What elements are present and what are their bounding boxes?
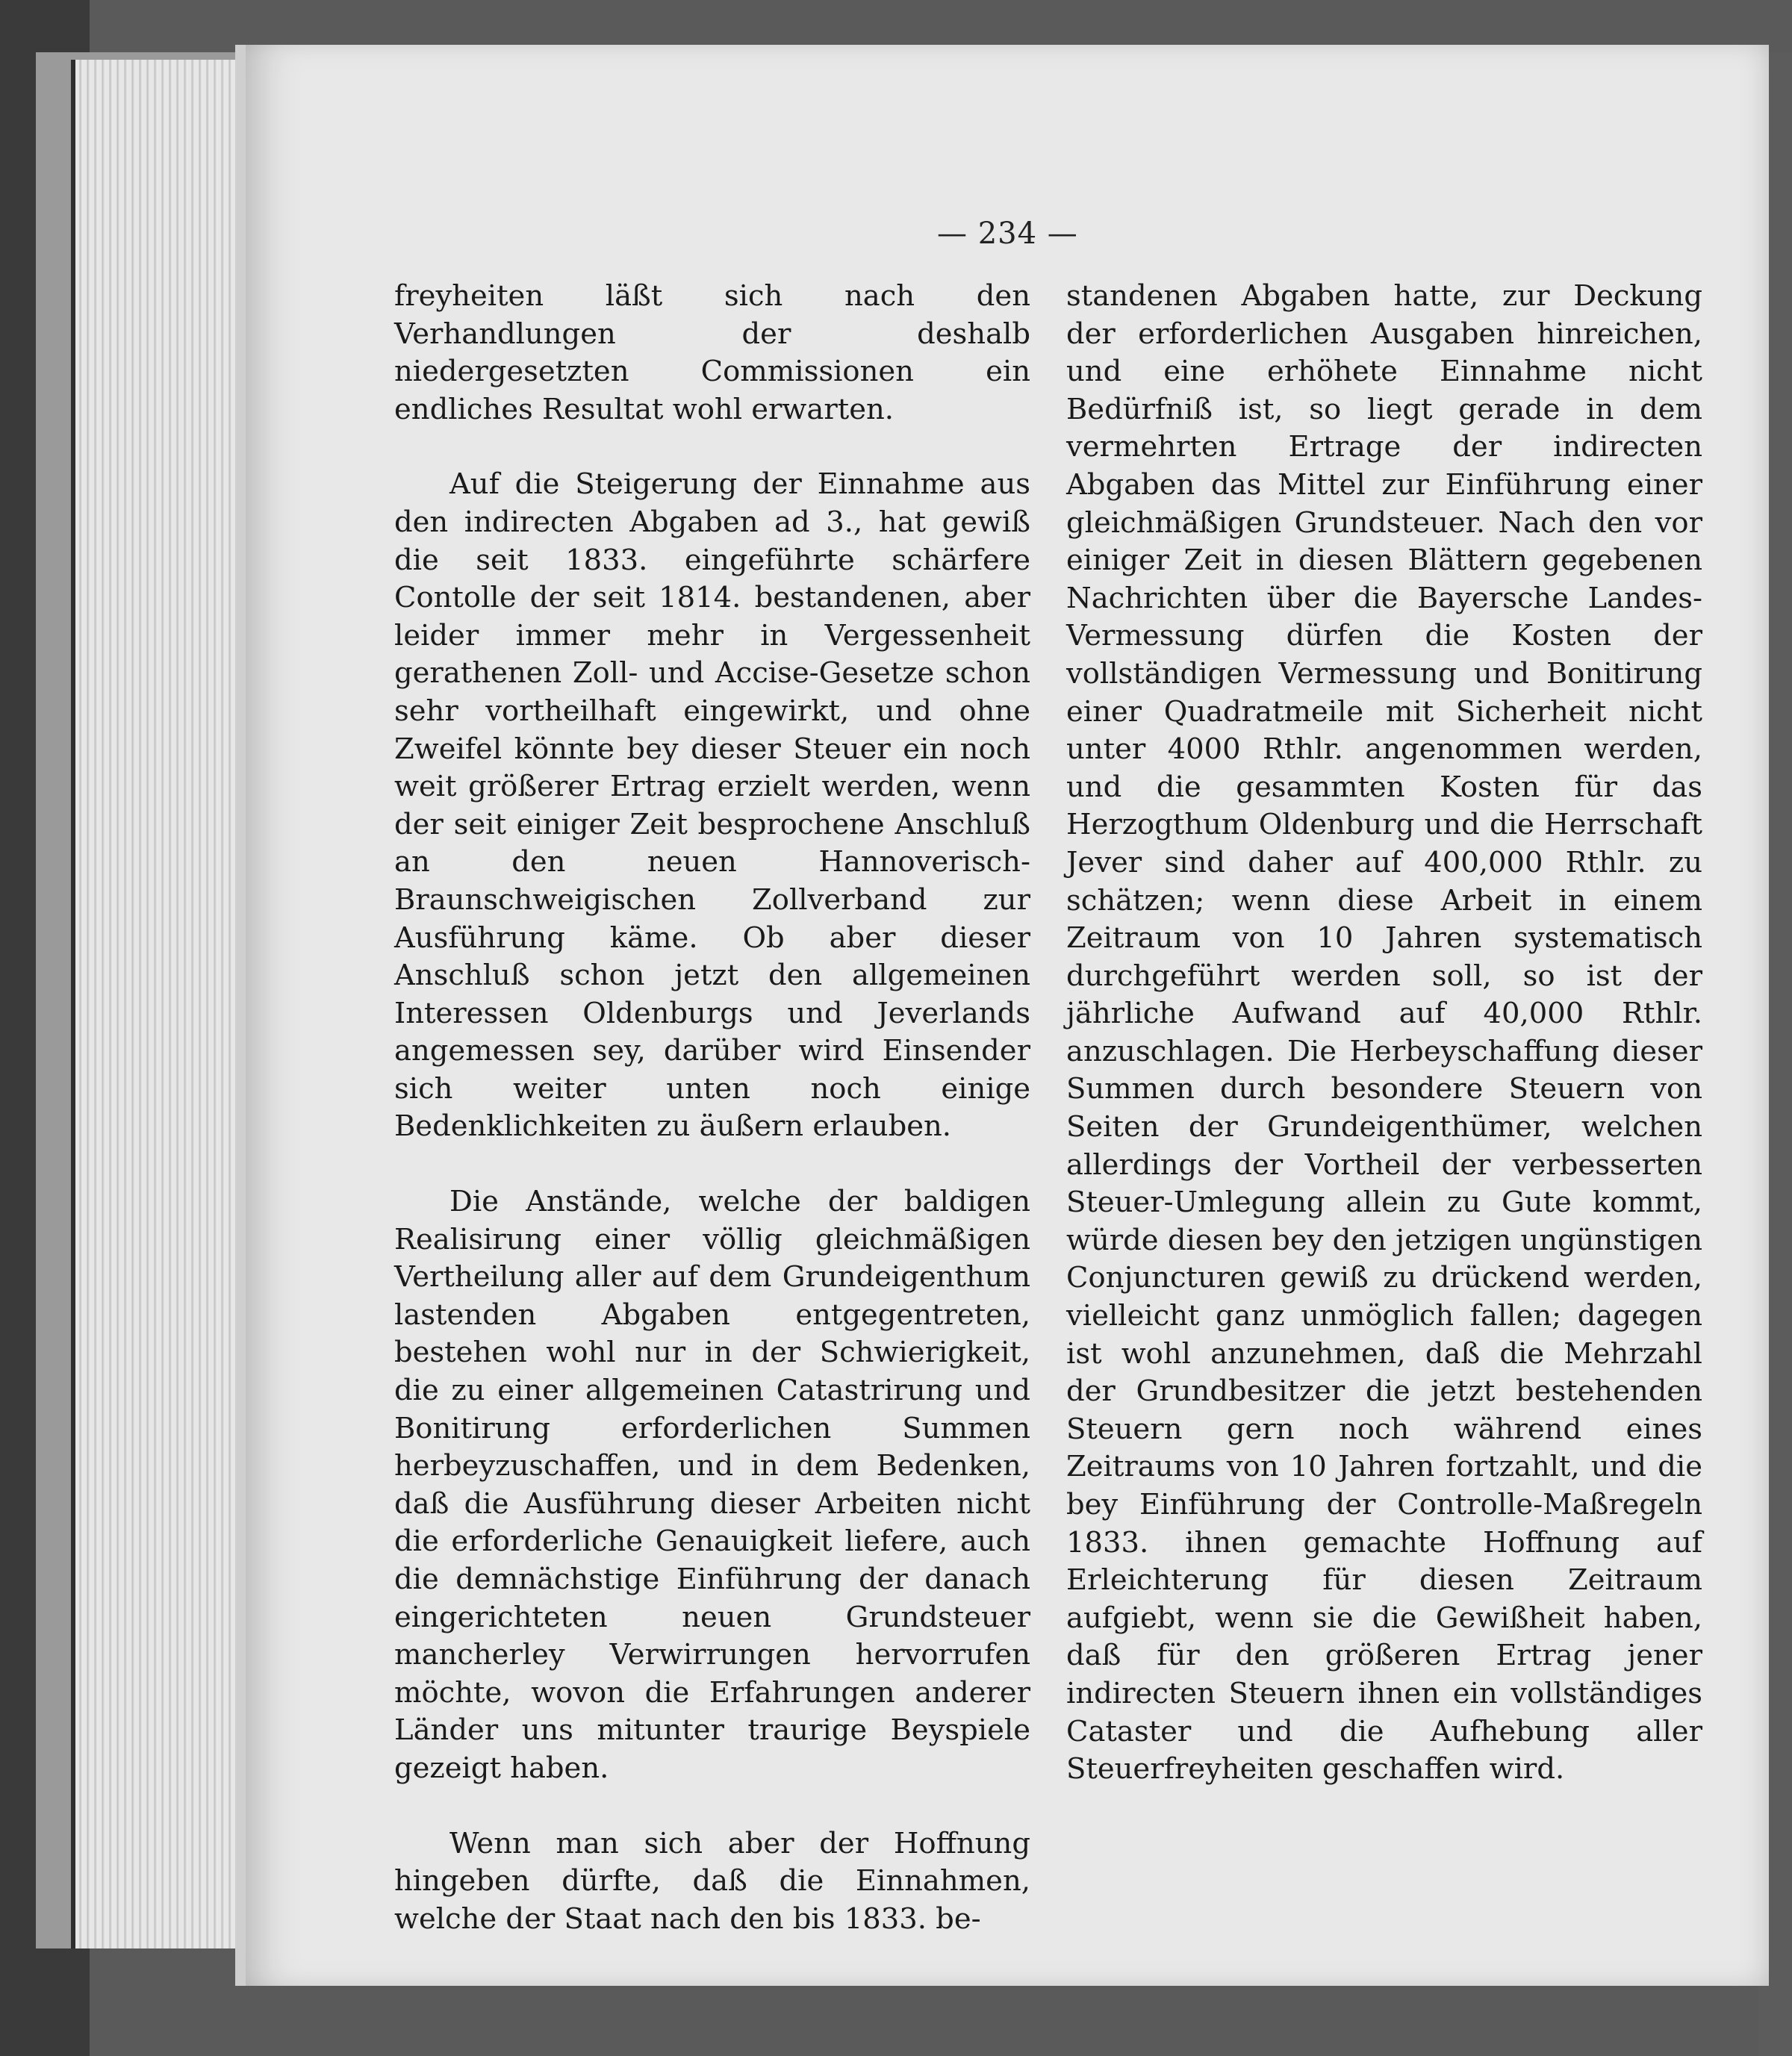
right-text-column bbox=[1066, 278, 1702, 1789]
paragraph: Die Anstände, welche der baldigen Realisirung einer völlig gleichmäßigen Vertheilung aller auf dem Grundeigenthum lastenden Abgaben entgegentreten, bestehen wohl nur in der Schwierigkeit, die zu einer allgemeinen Catastrirung und Bonitirung erforderlichen Summen herbeyzuschaffen, und in dem Bedenken, daß die Ausführung dieser Arbeiten nicht die erforderliche Genauigkeit liefere, auch die demnächstige Einführung der danach eingerichteten neuen Grundsteuer mancherley Verwirrungen hervorrufen möchte, wovon die Erfahrungen anderer Länder uns mitunter traurige Beyspiele gezeigt haben. bbox=[394, 1185, 1030, 1785]
page-number: — 234 — bbox=[937, 216, 1078, 251]
left-text-column bbox=[394, 278, 1030, 1938]
paragraph: Wenn man sich aber der Hoffnung hingeben dürfte, daß die Einnahmen, welche der Staat nach den bis 1833. be- bbox=[394, 1826, 1030, 1936]
page-stack-edges bbox=[71, 60, 255, 1948]
paragraph: freyheiten läßt sich nach den Verhandlungen der deshalb niedergesetzten Commissionen ein endliches Resultat wohl erwarten. bbox=[394, 279, 1030, 426]
paragraph: standenen Abgaben hatte, zur Deckung der erforderlichen Ausgaben hinreichen, und eine erhöhete Einnahme nicht Bedürfniß ist, so liegt gerade in dem vermehrten Ertrage der indirecten Abgaben das Mittel zur Einführung einer gleichmäßigen Grundsteuer. Nach den vor einiger Zeit in diesen Blättern gegebenen Nachrichten über die Bayersche Landes-Vermessung dürfen die Kosten der vollständigen Vermessung und Bonitirung einer Quadratmeile mit Sicherheit nicht unter 4000 Rthlr. angenommen werden, und die gesammten Kosten für das Herzogthum Oldenburg und die Herrschaft Jever sind daher auf 400,000 Rthlr. zu schätzen; wenn diese Arbeit in einem Zeitraum von 10 Jahren systematisch durchgeführt werden soll, so ist der jährliche Aufwand auf 40,000 Rthlr. anzuschlagen. Die Herbeyschaffung dieser Summen durch besondere Steuern von Seiten der Grundeigenthümer, welchen allerdings der Vortheil der verbesserten Steuer-Umlegung allein zu Gute kommt, würde diesen bey den jetzigen ungünstigen Conjuncturen gewiß zu drückend werden, vielleicht ganz unmöglich fallen; dagegen ist wohl anzunehmen, daß die Mehrzahl der Grundbesitzer die jetzt bestehenden Steuern gern noch während eines Zeitraums von 10 Jahren fortzahlt, und die bey Einführung der Controlle-Maßregeln 1833. ihnen gemachte Hoffnung auf Erleichterung für diesen Zeitraum aufgiebt, wenn sie die Gewißheit haben, daß für den größeren Ertrag jener indirecten Steuern ihnen ein vollständiges Cataster und die Aufhebung aller Steuerfreyheiten geschaffen wird. bbox=[1066, 279, 1702, 1786]
paragraph: Auf die Steigerung der Einnahme aus den indirecten Abgaben ad 3., hat gewiß die seit 1833. eingeführte schärfere Contolle der seit 1814. bestandenen, aber leider immer mehr in Vergessenheit gerathenen Zoll- und Accise-Gesetze schon sehr vortheilhaft eingewirkt, und ohne Zweifel könnte bey dieser Steuer ein noch weit größerer Ertrag erzielt werden, wenn der seit einiger Zeit besprochene Anschluß an den neuen Hannoverisch-Braunschweigischen Zollverband zur Ausführung käme. Ob aber dieser Anschluß schon jetzt den allgemeinen Interessen Oldenburgs und Jeverlands angemessen sey, darüber wird Einsender sich weiter unten noch einige Bedenklichkeiten zu äußern erlauben. bbox=[394, 467, 1030, 1144]
